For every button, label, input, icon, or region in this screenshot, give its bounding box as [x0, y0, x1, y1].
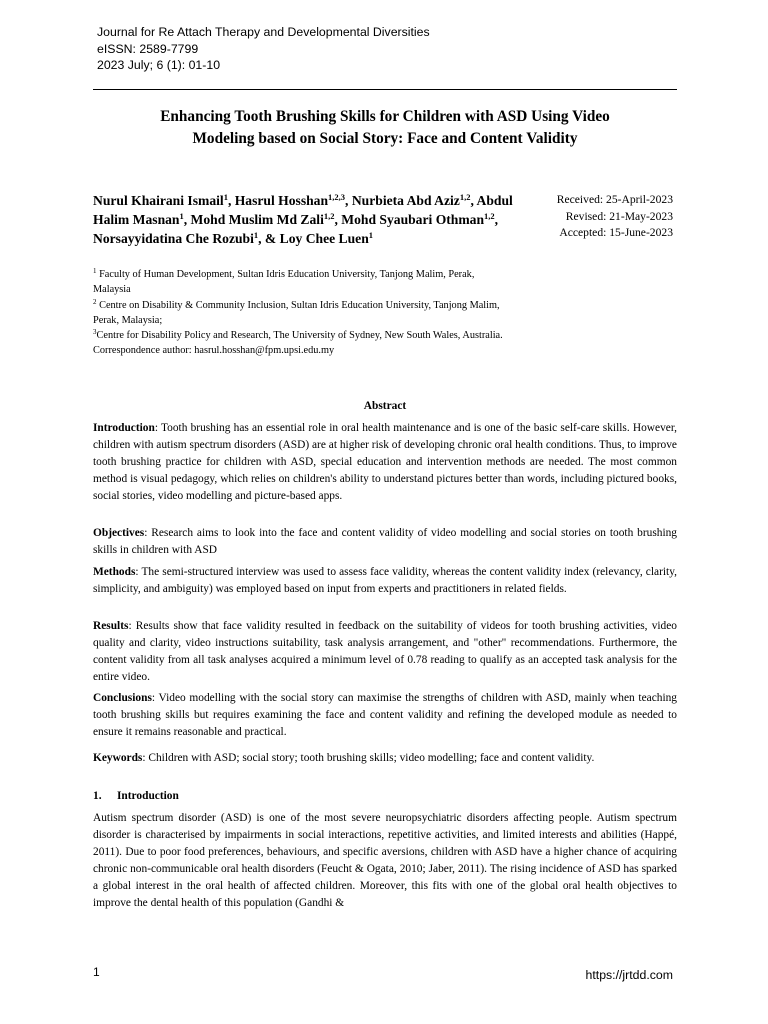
- author-name: Abdul Halim Masnan: [93, 193, 513, 227]
- journal-header: [97, 24, 430, 74]
- author-affiliation-marker: 1: [179, 211, 184, 221]
- journal-eissn: eISSN: 2589-7799: [97, 41, 199, 56]
- author-affiliation-marker: 1: [223, 192, 228, 202]
- abstract-conclusions: Conclusions: Video modelling with the social story can maximise the strengths of children with ASD, mainly when teaching tooth brushing skills but requires examining the face and content validity and refining the developed module as needed to ensure it remains reasonable and practical.: [93, 692, 677, 738]
- article-dates: [557, 192, 673, 242]
- section-number: 1.: [93, 790, 102, 802]
- journal-name: Journal for Re Attach Therapy and Developmental Diversities: [97, 25, 430, 39]
- abstract-heading: Abstract: [363, 400, 407, 412]
- received-date: Received: 25-April-2023: [556, 193, 673, 206]
- keywords-label: Keywords: [93, 752, 143, 764]
- author-separator: ,: [227, 193, 235, 208]
- author-name: Loy Chee Luen: [279, 231, 369, 246]
- accepted-date: Accepted: 15-June-2023: [559, 226, 673, 239]
- journal-url[interactable]: https://jrtdd.com: [585, 968, 673, 982]
- abstract-objectives: Objectives: Research aims to look into the face and content validity of video modelling and social stories on tooth brushing skills in children with ASD: [93, 527, 677, 556]
- affiliations: [93, 267, 503, 359]
- objectives-label: Objectives: [93, 527, 145, 539]
- page-number: 1: [93, 965, 100, 979]
- article-title: [93, 106, 677, 150]
- introduction-label: Introduction: [93, 422, 155, 434]
- section-title: Introduction: [117, 790, 179, 802]
- author-separator: , &: [258, 231, 280, 246]
- header-rule: [93, 89, 677, 90]
- author-name: Hasrul Hosshan: [234, 193, 329, 208]
- abstract-methods: Methods: The semi-structured interview was used to assess face validity, whereas the content validity index (relevancy, clarity, simplicity, and ambiguity) was employed based on input from experts and practitioners in related fields.: [93, 566, 677, 595]
- affiliation-1: $^1$ Faculty of Human Development, Sultan Idris Education University, Tanjong Malim, Perak, Malaysia: [93, 267, 475, 296]
- author-name: Norsayyidatina Che Rozubi: [93, 231, 254, 246]
- author-affiliation-marker: 1,2,3: [328, 192, 346, 202]
- author-affiliation-marker: 1,2: [459, 192, 471, 202]
- introduction-body: Autism spectrum disorder (ASD) is one of the most severe neuropsychiatric disorders affecting people. Autism spectrum disorder is characterised by impairments in social interactions, repetitive activities, and limited interests and abilities (Happé, 2011). Due to poor food preferences, behaviours, and specific aversions, children with ASD have a higher chance of acquiring chronic non-communicable oral health disorders (Feucht & Ogata, 2010; Jaber, 2011). The rising incidence of ASD has sparked a global interest in the oral health of affected children. Moreover, this fits with one of the global oral health objectives to improve the dental health of this population (Gandhi &: [93, 812, 677, 909]
- conclusions-label: Conclusions: [93, 692, 152, 704]
- author-affiliation-marker: 1,2: [484, 211, 495, 221]
- abstract-results: Results: Results show that face validity resulted in feedback on the suitability of videos for tooth brushing activities, video quality and clarity, video instructions suitability, task analysis arrangement, and "other" recommendations. Furthermore, the content validity from all task analyses acquired a minimum level of 0.78 reading to qualify as an accepted task analysis for the entire video.: [93, 620, 677, 683]
- results-label: Results: [93, 620, 129, 632]
- affiliation-2: $^2$ Centre on Disability & Community Inclusion, Sultan Idris Education University, Tanjong Malim, Perak, Malaysia;: [93, 297, 500, 326]
- correspondence: Correspondence author: hasrul.hosshan@fpm.upsi.edu.my: [93, 345, 335, 357]
- author-list: [93, 191, 513, 248]
- abstract-introduction: Introduction: Tooth brushing has an essential role in oral health maintenance and is one of the basic self-care skills. However, children with autism spectrum disorders (ASD) are at higher risk of developing chronic oral health conditions. Thus, to improve tooth brushing practice for children with ASD, special education and intervention methods are needed. The most common method is visual pedagogy, which relies on children's ability to understand pictures better than words, including pictured books, social stories, video modelling and picture-based apps.: [93, 422, 677, 502]
- title-line-1: Enhancing Tooth Brushing Skills for Children with ASD Using Video: [160, 108, 610, 125]
- affiliation-3: $^3$Centre for Disability Policy and Research, The University of Sydney, New South Wales, Australia.: [93, 328, 503, 342]
- author-name: Mohd Syaubari Othman: [341, 212, 485, 227]
- title-line-2: Modeling based on Social Story: Face and Content Validity: [192, 130, 578, 147]
- author-affiliation-marker: 1,2: [323, 211, 335, 221]
- author-affiliation-marker: 1: [368, 230, 374, 240]
- author-separator: ,: [183, 212, 191, 227]
- author-name: Mohd Muslim Md Zali: [190, 212, 324, 227]
- methods-label: Methods: [93, 566, 136, 578]
- author-name: Nurul Khairani Ismail: [93, 193, 224, 208]
- section-heading-introduction: [93, 790, 179, 802]
- author-separator: ,: [345, 193, 352, 208]
- author-separator: ,: [334, 212, 342, 227]
- abstract-keywords: Keywords: Children with ASD; social story; tooth brushing skills; video modelling; face and content validity.: [93, 752, 595, 764]
- author-separator: ,: [494, 212, 499, 227]
- author-affiliation-marker: 1: [253, 230, 259, 240]
- journal-issue: 2023 July; 6 (1): 01-10: [97, 58, 221, 72]
- revised-date: Revised: 21-May-2023: [565, 209, 673, 223]
- author-separator: ,: [470, 193, 477, 208]
- author-name: Nurbieta Abd Aziz: [351, 193, 460, 208]
